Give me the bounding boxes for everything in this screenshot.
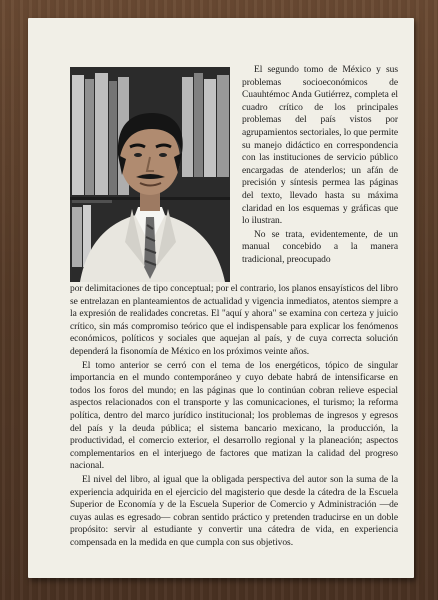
right-column-text [242,64,398,267]
third-paragraph: El tomo anterior se cerró con el tema de los energéticos, tópico de singular importancia en el mundo contemporáneo y cuyo debate habrá de intensificarse en todos los foros del mundo; en las páginas que lo continúan cobran relieve especial aspectos relacionados con el transporte y las comunicaciones, el turismo; la reforma política, dentro del marco jurídico institucional; los problemas de ingresos y egresos del país y la deuda pública; el sistema bancario mexicano, la producción, la productividad, el comercio exterior, el desarrollo regional y la planeación; aspectos complementarios en el interjuego de factores que matizan la calidad del progreso nacional. [70,360,398,472]
intro-paragraph: El segundo tomo de México y sus problemas socioeconómicos de Cuauhtémoc Anda Gutiérrez, completa el cuadro crítico de los principales problemas del país vistos por agrupamientos sectoriales, lo que permite su manejo didáctico en correspondencia con las instituciones de servicio público encargadas de atenderlos; un afán de precisión y síntesis permea las páginas del texto, llevado hasta su máxima claridad en los esquemas y gráficas que lo ilustran. [242,65,398,227]
author-photo [70,67,230,282]
full-width-text [70,283,398,549]
second-paragraph-continuation: por delimitaciones de tipo conceptual; por el contrario, los planos ensayísticos del libro se entrelazan en planteamientos de actualidad y vigencia inmediatos, atentos siempre a la expresión de realidades concretas. El "aquí y ahora" se examina con certeza y juicio crítico, sin más compromiso teórico que el indispensable para explicar los fenómenos económicos, políticos y sociales que aquejan al país, y de cuya correcta solución dependerá la fisonomía de México en los próximos veinte años. [70,284,398,357]
fourth-paragraph: El nivel del libro, al igual que la obligada perspectiva del autor son la suma de la experiencia adquirida en el ejercicio del magisterio que desde la cátedra de la Escuela Superior de Economía y de la Escuela Superior de Comercio y Administración —de cuyas aulas es egresado— cobran sentido práctico y pretenden traducirse en un doble propósito: servir al estudiante y convertir una cátedra de vida, en experiencia compensada en la medida en que cumpla con sus objetivos. [70,474,398,548]
book-back-cover [28,18,414,578]
author-portrait-image [70,67,230,282]
second-paragraph-start: No se trata, evidentemente, de un manual concebido a la manera tradicional, preocupado [242,229,398,265]
